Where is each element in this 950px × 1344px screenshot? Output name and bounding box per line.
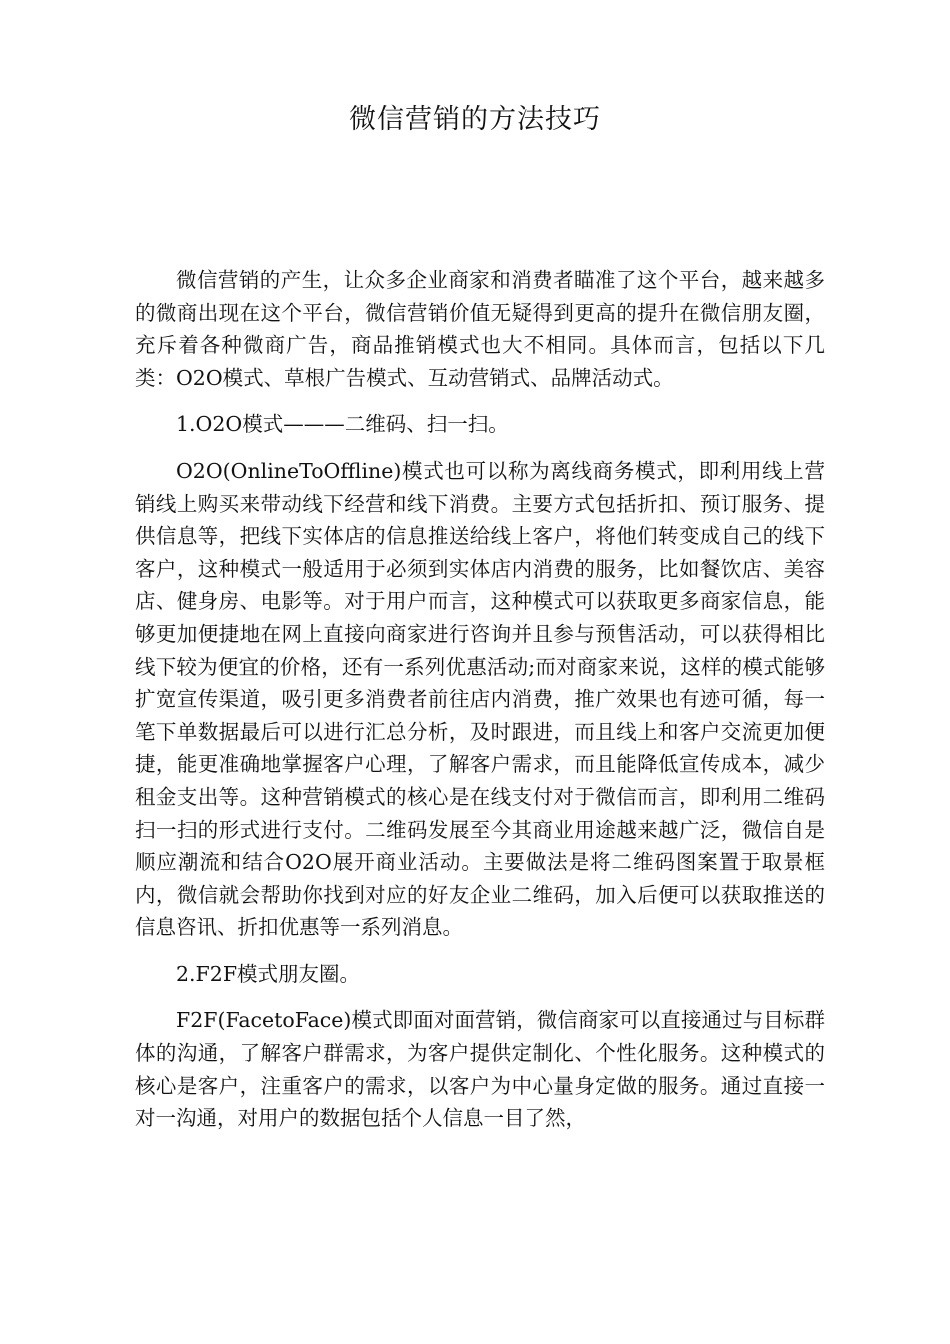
f2f-paragraph: F2F(FacetoFace)模式即面对面营销，微信商家可以直接通过与目标群体的沟通，了解客户群需求，为客户提供定制化、个性化服务。这种模式的核心是客户，注重客户的需求，以客户为中心量身定做的服务。通过直接一对一沟通，对用户的数据包括个人信息一目了然，: [135, 1008, 825, 1131]
section-heading-f2f: 2.F2F模式朋友圈。: [176, 961, 361, 986]
section-heading-o2o: 1.O2O模式———二维码、扫一扫。: [176, 412, 509, 437]
document-body: [135, 264, 825, 1149]
o2o-paragraph: O2O(OnlineToOffline)模式也可以称为离线商务模式，即利用线上营销线上购买来带动线下经营和线下消费。主要方式包括折扣、预订服务、提供信息等，把线下实体店的信息推送给线上客户，将他们转变成自己的线下客户，这种模式一般适用于必须到实体店内消费的服务，比如餐饮店、美容店、健身房、电影等。对于用户而言，这种模式可以获取更多商家信息，能够更加便捷地在网上直接向商家进行咨询并且参与预售活动，可以获得相比线下较为便宜的价格，还有一系列优惠活动;而对商家来说，这样的模式能够扩宽宣传渠道，吸引更多消费者前往店内消费，推广效果也有迹可循，每一笔下单数据最后可以进行汇总分析，及时跟进，而且线上和客户交流更加便捷，能更准确地掌握客户心理，了解客户需求，而且能降低宣传成本，减少租金支出等。这种营销模式的核心是在线支付对于微信而言，即利用二维码扫一扫的形式进行支付。二维码发展至今其商业用途越来越广泛，微信自是顺应潮流和结合O2O展开商业活动。主要做法是将二维码图案置于取景框内，微信就会帮助你找到对应的好友企业二维码，加入后便可以获取推送的信息咨讯、折扣优惠等一系列消息。: [135, 458, 825, 940]
intro-paragraph: 微信营销的产生，让众多企业商家和消费者瞄准了这个平台，越来越多的微商出现在这个平台，微信营销价值无疑得到更高的提升在微信朋友圈，充斥着各种微商广告，商品推销模式也大不相同。具体而言，包括以下几类：O2O模式、草根广告模式、互动营销式、品牌活动式。: [135, 268, 825, 390]
document-title: 微信营销的方法技巧: [349, 104, 601, 135]
